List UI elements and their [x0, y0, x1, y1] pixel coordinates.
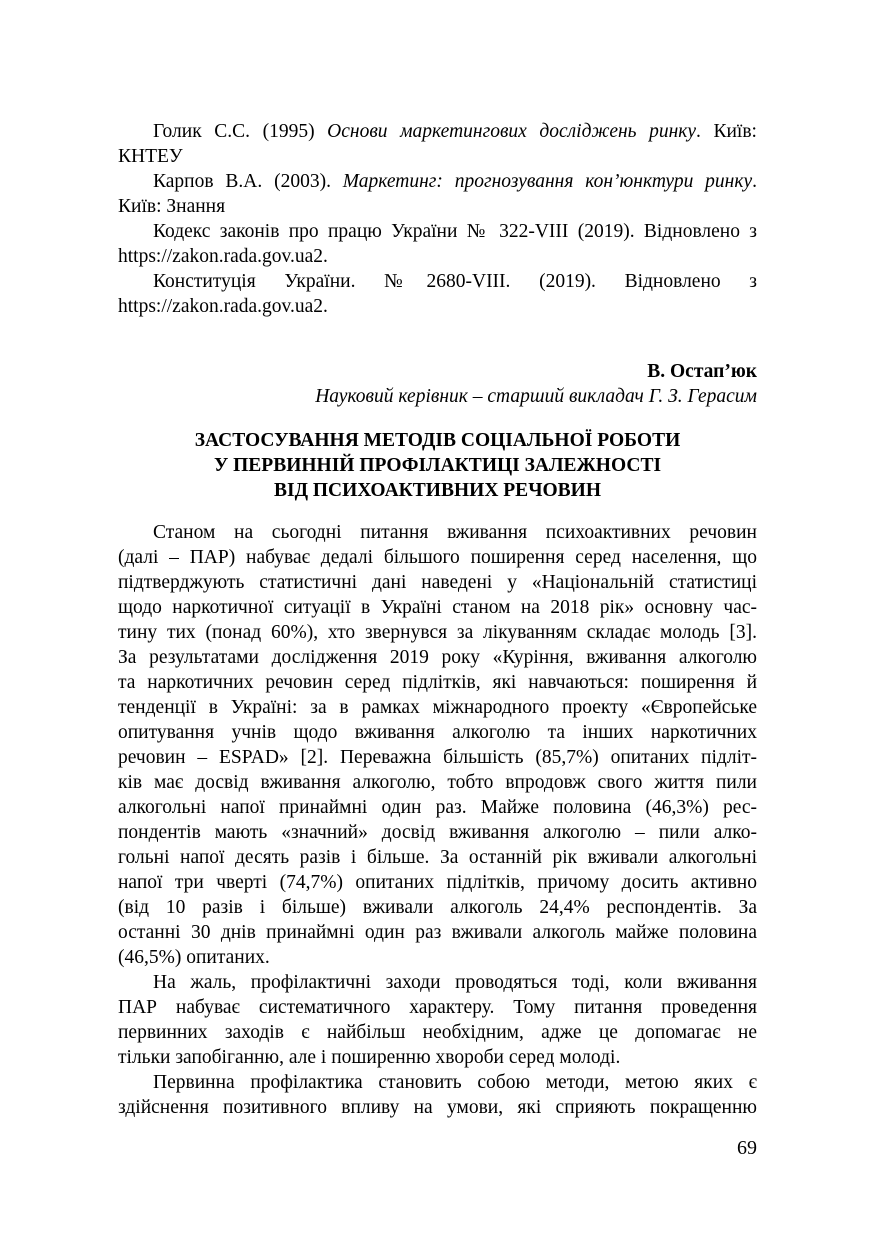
reference-work-title: Основи маркетингових досліджень ринку — [327, 121, 697, 142]
reference-line — [118, 244, 757, 269]
body-line: та наркотичних речовин серед підлітків, які навчаються: поширення й — [118, 672, 757, 693]
reference-text: Голик С.С. (1995) — [153, 121, 328, 142]
body-line: (далі – ПАР) набуває дедалі більшого поширення серед населення, що — [118, 547, 757, 568]
reference-line — [118, 169, 757, 194]
reference-line — [118, 294, 757, 319]
reference-text: Київ: Знання — [118, 196, 226, 217]
article-title — [118, 428, 757, 503]
body-line: речовин – ESPAD» [2]. Переважна більшість (85,7%) опитаних підліт- — [118, 747, 757, 768]
reference-text: КНТЕУ — [118, 146, 183, 167]
body-line: ПАР набуває систематичного характеру. Тому питання проведення — [118, 997, 757, 1018]
body-line: тільки запобіганню, але і поширенню хвороби серед молоді. — [118, 1047, 621, 1068]
body-line: здійснення позитивного впливу на умови, які сприяють покращенню — [118, 1097, 757, 1118]
article-title-line: У ПЕРВИННІЙ ПРОФІЛАКТИЦІ ЗАЛЕЖНОСТІ — [213, 455, 662, 476]
body-line: Первинна профілактика становить собою методи, метою яких є — [153, 1072, 757, 1093]
body-line: (46,5%) опитаних. — [118, 947, 270, 968]
body-line: підтверджують статистичні дані наведені у «Національній статистиці — [118, 572, 757, 593]
body-line: На жаль, профілактичні заходи проводяться тоді, коли вживання — [153, 972, 757, 993]
body-line: напої три чверті (74,7%) опитаних підлітків, причому досить активно — [118, 872, 757, 893]
body-line: опитування учнів щодо вживання алкоголю та інших наркотичних — [118, 722, 757, 743]
body-paragraph — [118, 1070, 757, 1120]
reference-line — [118, 194, 757, 219]
reference-text: Кодекс законів про працю України № 322-VIII (2019). Відновлено з — [153, 221, 757, 242]
body-line: алкогольні напої принаймні один раз. Майже половина (46,3%) рес- — [118, 797, 757, 818]
author-name: В. Остап’юк — [647, 361, 757, 382]
reference-line — [118, 269, 757, 294]
body-line: первинних заходів є найбільш необхідним, адже це допомагає не — [118, 1022, 757, 1043]
body-line: тину тих (понад 60%), хто звернувся за лікуванням складає молодь [3]. — [118, 622, 757, 643]
reference-text: . Київ: — [696, 121, 757, 142]
reference-line — [118, 219, 757, 244]
reference-text: Конституція України. №2680-VIII. (2019). Відновлено з — [153, 271, 757, 292]
body-paragraph — [118, 520, 757, 970]
page-number: 69 — [737, 1137, 757, 1159]
body-paragraph — [118, 970, 757, 1070]
article-title-line: ВІД ПСИХОАКТИВНИХ РЕЧОВИН — [273, 480, 602, 501]
body-line: (від 10 разів і більше) вживали алкоголь 24,4% респондентів. За — [118, 897, 757, 918]
body-line: щодо наркотичної ситуації в Україні станом на 2018 рік» основну час- — [118, 597, 757, 618]
body-line: останні 30 днів принаймні один раз вживали алкоголь майже половина — [118, 922, 757, 943]
reference-work-title: Маркетинг: прогнозування кон’юнктури ринку — [342, 171, 753, 192]
reference-entry — [118, 219, 757, 269]
reference-entry — [118, 119, 757, 169]
body-line: пондентів мають «значний» досвід вживання алкоголю – пили алко- — [118, 822, 757, 843]
body-line: Станом на сьогодні питання вживання психоактивних речовин — [153, 522, 757, 543]
reference-line — [118, 119, 757, 144]
reference-text: https://zakon.rada.gov.ua2. — [118, 246, 328, 267]
reference-text: Карпов В.А. (2003). — [153, 171, 343, 192]
reference-text: . — [752, 171, 757, 192]
body-line: За результатами дослідження 2019 року «Куріння, вживання алкоголю — [118, 647, 757, 668]
body-line: ків має досвід вживання алкоголю, тобто впродовж свого життя пили — [118, 772, 757, 793]
reference-line — [118, 144, 757, 169]
article-title-line: ЗАСТОСУВАННЯ МЕТОДІВ СОЦІАЛЬНОЇ РОБОТИ — [194, 430, 681, 451]
body-line: гольні напої десять разів і більше. За останній рік вживали алкогольні — [118, 847, 757, 868]
byline-block — [118, 359, 757, 409]
text-column — [118, 0, 757, 1120]
body-text — [118, 520, 757, 1120]
advisor-line: Науковий керівник – старший викладач Г. З. Герасим — [315, 386, 757, 407]
reference-entry — [118, 169, 757, 219]
references-section — [118, 119, 757, 319]
reference-text: https://zakon.rada.gov.ua2. — [118, 296, 328, 317]
reference-entry — [118, 269, 757, 319]
body-line: тенденції в Україні: за в рамках міжнародного проекту «Європейське — [118, 697, 757, 718]
